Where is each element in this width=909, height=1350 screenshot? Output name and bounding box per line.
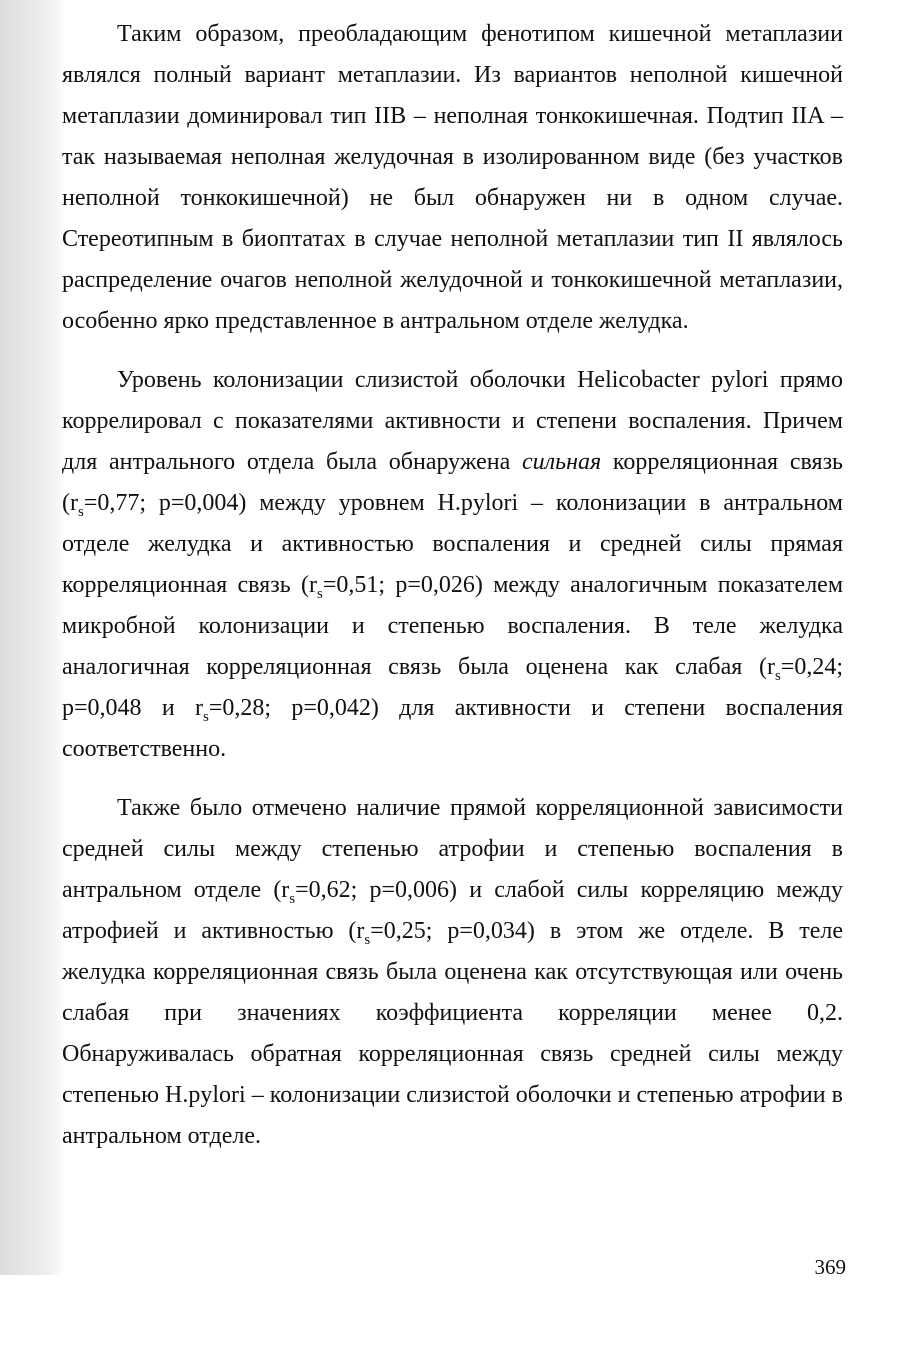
paragraph-text: =0,62; p=0,006) и слабой силы корреляцию между атрофией и активностью (r <box>62 877 843 944</box>
paragraph-text: =0,77; p=0,004) между уровнем H.pylori – колонизации в антральном отделе желудка и активностью воспаления и средней силы прямая корреляционная связь (r <box>62 490 843 598</box>
paragraph-atrophy-correlation <box>62 788 843 1157</box>
subscript-text: s <box>316 585 323 602</box>
subscript-text: s <box>77 503 84 520</box>
paragraph-text: Уровень колонизации слизистой оболочки Helicobacter pylori прямо коррелировал с показателями активности и степени воспаления. Причем для антрального отдела была обнаружена <box>62 367 843 475</box>
document-page <box>62 14 843 1157</box>
subscript-text: s <box>364 931 371 948</box>
paragraph-text: =0,28; p=0,042) для активности и степени воспаления соответственно. <box>62 695 843 762</box>
paragraph-helicobacter-correlation <box>62 360 843 770</box>
subscript-text: s <box>774 667 781 684</box>
paragraph-text: Также было отмечено наличие прямой корреляционной зависимости средней силы между степенью атрофии и степенью воспаления в антральном отделе (r <box>62 795 843 903</box>
paragraph-text: =0,24; p=0,048 и r <box>62 654 843 721</box>
subscript-text: s <box>202 708 209 725</box>
paragraph-text: корреляционная связь (r <box>62 449 843 516</box>
scan-shadow-edge <box>0 0 62 1275</box>
subscript-text: s <box>289 890 296 907</box>
paragraph-text: =0,51; p=0,026) между аналогичным показателем микробной колонизации и степенью воспаления. В теле желудка аналогичная корреляционная связь была оценена как слабая (r <box>62 572 844 680</box>
paragraph-text: Таким образом, преобладающим фенотипом кишечной метаплазии являлся полный вариант метаплазии. Из вариантов неполной кишечной метаплазии доминировал тип IIB – неполная тонкокишечная. Подтип IIA – так называемая неполная желудочная в изолированном виде (без участков неполной тонкокишечной) не был обнаружен ни в одном случае. Стереотипным в биоптатах в случае неполной метаплазии тип II являлось распределение очагов неполной желудочной и тонкокишечной метаплазии, особенно ярко представленное в антральном отделе желудка. <box>62 21 843 334</box>
page-number: 369 <box>814 1255 846 1279</box>
paragraph-metaplasia-phenotype <box>62 14 843 342</box>
paragraph-text: =0,25; p=0,034) в этом же отделе. В теле желудка корреляционная связь была оценена как отсутствующая или очень слабая при значениях коэффициента корреляции менее 0,2. Обнаруживалась обратная корреляционная связь средней силы между степенью H.pylori – колонизации слизистой оболочки и степенью атрофии в антральном отделе. <box>62 918 843 1149</box>
emphasis-text: сильная <box>522 449 602 475</box>
